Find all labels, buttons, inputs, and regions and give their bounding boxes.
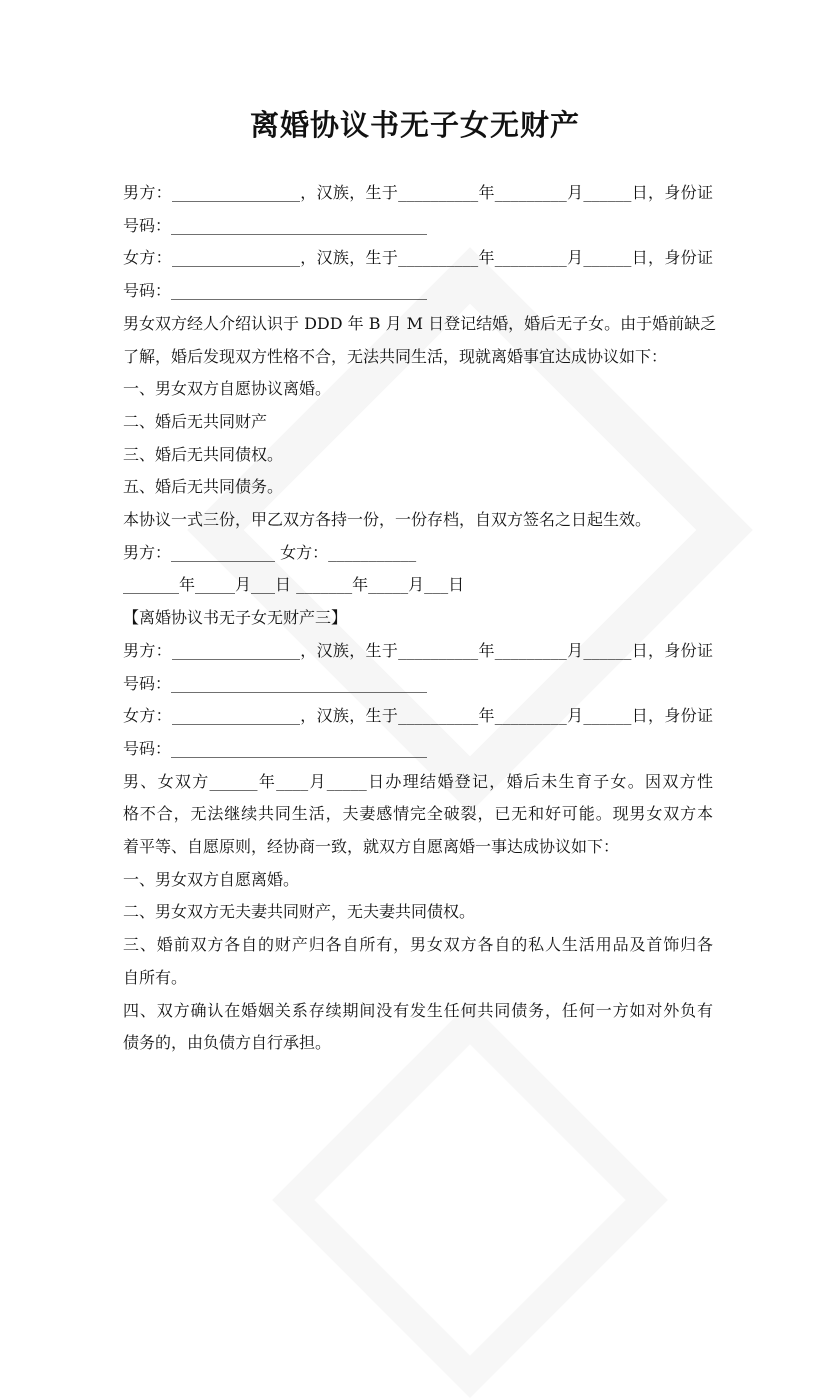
male-party-line: 男方：________________，汉族，生于__________年_________月______日，身份证: [123, 183, 713, 202]
clause-line: 一、男女双方自愿协议离婚。: [123, 379, 332, 399]
paragraph-line: 男女双方经人介绍认识于 DDD 年 B 月 M 日登记结婚，婚后无子女。由于婚前缺乏: [123, 313, 717, 333]
section-heading: 【离婚协议书无子女无财产三】: [123, 608, 348, 628]
male-id-line: 号码：________________________________: [123, 673, 428, 693]
clause-line: 自所有。: [123, 967, 188, 987]
paragraph-line: 了解，婚后发现双方性格不合，无法共同生活，现就离婚事宜达成协议如下：: [123, 346, 668, 366]
clause-line: 四、双方确认在婚姻关系存续期间没有发生任何共同债务，任何一方如对外负有: [123, 1000, 713, 1020]
clause-line: 一、男女双方自愿离婚。: [123, 869, 300, 889]
clause-line: 二、婚后无共同财产: [123, 411, 268, 431]
female-id-line: 号码：________________________________: [123, 738, 428, 758]
paragraph-line: 着平等、自愿原则，经协商一致，就双方自愿离婚一事达成协议如下：: [123, 837, 620, 857]
clause-line: 二、男女双方无夫妻共同财产，无夫妻共同债权。: [123, 902, 476, 922]
watermark: [272, 1002, 668, 1398]
document-title: 离婚协议书无子女无财产: [249, 108, 580, 142]
paragraph-line: 格不合，无法继续共同生活，夫妻感情完全破裂，已无和好可能。现男女双方本: [123, 804, 713, 824]
male-party-line: 男方：________________，汉族，生于__________年_________月______日，身份证: [123, 640, 713, 660]
clause-line: 三、婚后无共同债权。: [123, 444, 284, 464]
female-id-line: 号码：________________________________: [123, 281, 428, 301]
paragraph-line: 男、女双方______年____月_____日办理结婚登记，婚后未生育子女。因双方性: [123, 771, 713, 791]
date-line: _______年_____月___日 _______年_____月___日: [123, 575, 465, 595]
signature-line: 男方：_____________ 女方：___________: [123, 542, 417, 562]
clause-line: 债务的，由负债方自行承担。: [123, 1033, 332, 1053]
male-id-line: 号码：________________________________: [123, 215, 428, 235]
female-party-line: 女方：________________，汉族，生于__________年_________月______日，身份证: [123, 248, 713, 268]
clause-line: 三、婚前双方各自的财产归各自所有，男女双方各自的私人生活用品及首饰归各: [123, 935, 713, 955]
document-body: [123, 177, 717, 1060]
paragraph-line: 本协议一式三份，甲乙双方各持一份，一份存档，自双方签名之日起生效。: [123, 510, 652, 530]
clause-line: 五、婚后无共同债务。: [123, 477, 284, 497]
female-party-line: 女方：________________，汉族，生于__________年_________月______日，身份证: [123, 706, 713, 726]
